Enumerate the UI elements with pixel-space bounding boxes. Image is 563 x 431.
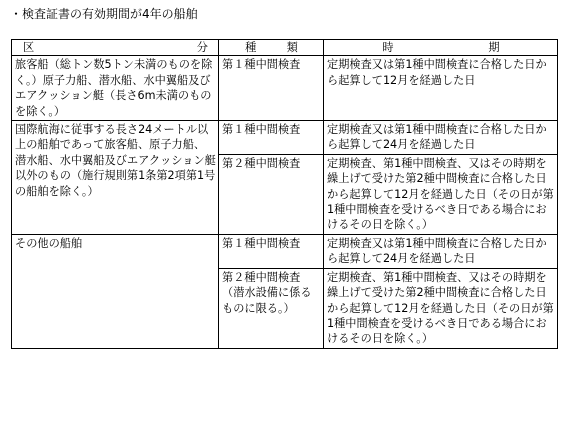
- category-text: 国際航海に従事する長さ24メートル以上の船舶であって旅客船、原子力船、潜水船、水中翼船及びエアクッション艇以外のもの（施行規則第1条第2項第1号の船舶を除く。）: [15, 123, 216, 198]
- table-row: [12, 121, 558, 155]
- period-cell: [324, 234, 558, 268]
- kind-cell: [219, 154, 324, 234]
- period-cell: [324, 56, 558, 121]
- header-category-part: 分: [196, 41, 208, 54]
- kind-cell: [219, 56, 324, 121]
- header-period: [324, 40, 558, 56]
- header-category-part: 区: [23, 41, 35, 54]
- kind-text: 第１種中間検査: [222, 236, 301, 250]
- category-text: 旅客船（総トン数5トン未満のものを除く。）原子力船、潜水船、水中翼船及びエアクッション艇（長さ6m未満のものを除く。）: [15, 58, 213, 118]
- header-category: [12, 40, 219, 56]
- document-title: ・検査証書の有効期間が4年の船舶: [10, 7, 198, 21]
- period-cell: [324, 268, 558, 348]
- period-cell: [324, 154, 558, 234]
- kind-cell: [219, 268, 324, 348]
- period-cell: [324, 121, 558, 155]
- category-text: その他の船舶: [15, 236, 83, 250]
- kind-text: 第１種中間検査: [222, 58, 301, 72]
- category-cell: [12, 121, 219, 235]
- period-text: 定期検査、第1種中間検査、又はその時期を繰上げて受けた第2種中間検査に合格した日から起算して12月を経過した日（その日が第1種中間検査を受けるべき日である場合におけるその日を除く。）: [327, 156, 554, 232]
- header-period-part: 期: [488, 41, 500, 54]
- kind-cell: [219, 234, 324, 268]
- period-text: 定期検査又は第1種中間検査に合格した日から起算して12月を経過した日: [327, 58, 547, 87]
- header-kind-part: 類: [286, 41, 298, 54]
- period-text: 定期検査又は第1種中間検査に合格した日から起算して24月を経過した日: [327, 236, 547, 266]
- table-row: [12, 234, 558, 268]
- kind-text: 第１種中間検査: [222, 123, 301, 137]
- header-kind-part: 種: [245, 41, 257, 54]
- header-kind: [219, 40, 324, 56]
- kind-text: 第２種中間検査（潜水設備に係るものに限る。）: [222, 270, 312, 315]
- table-row: [12, 56, 558, 121]
- kind-cell: [219, 121, 324, 155]
- inspection-period-table: [11, 39, 558, 349]
- period-text: 定期検査又は第1種中間検査に合格した日から起算して24月を経過した日: [327, 123, 547, 152]
- table-header-row: [12, 40, 558, 56]
- period-text: 定期検査、第1種中間検査、又はその時期を繰上げて受けた第2種中間検査に合格した日から起算して12月を経過した日（その日が第1種中間検査を受けるべき日である場合におけるその日を除く。）: [327, 270, 554, 346]
- category-cell: [12, 56, 219, 121]
- header-period-part: 時: [382, 41, 394, 54]
- kind-text: 第２種中間検査: [222, 156, 301, 170]
- category-cell: [12, 234, 219, 348]
